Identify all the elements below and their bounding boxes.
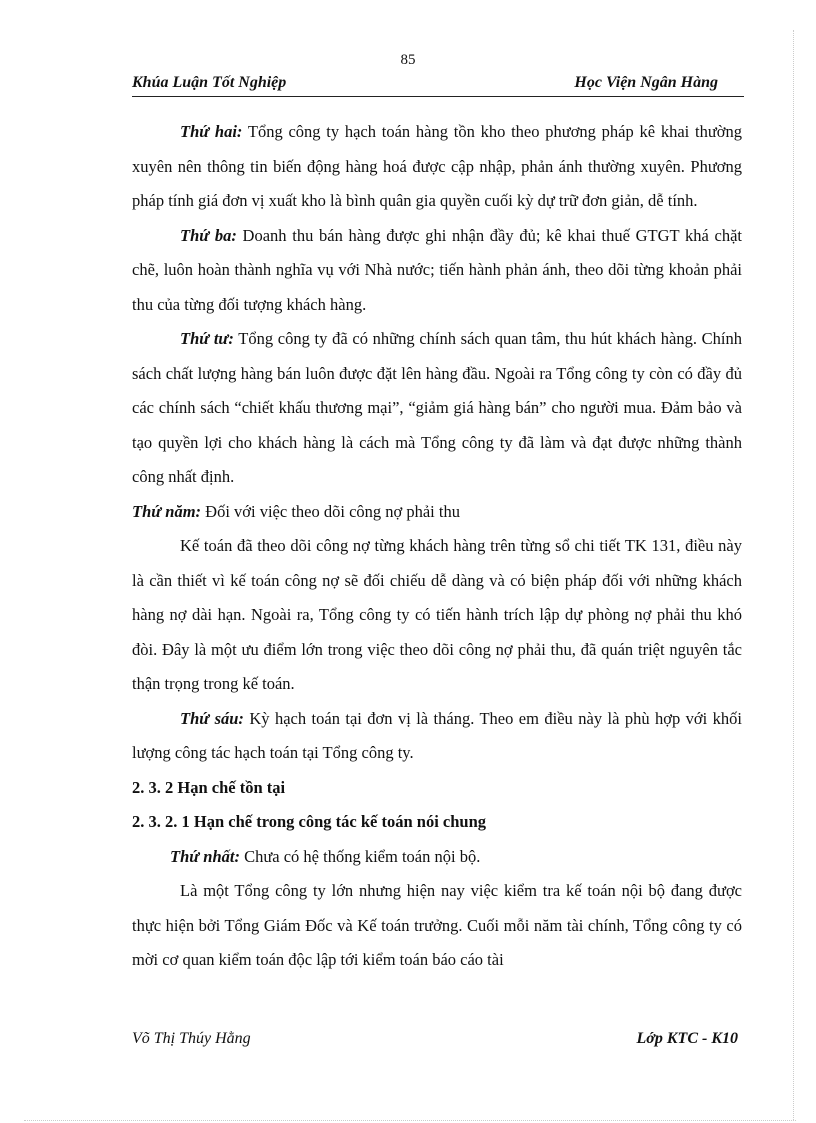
footer-class: Lớp KTC - K10 (636, 1030, 738, 1047)
page-number: 85 (400, 52, 416, 68)
paragraph-receivables: Kế toán đã theo dõi công nợ từng khách hàng trên từng sổ chi tiết TK 131, điều này là cần thiết vì kế toán công nợ sẽ đối chiếu dễ dàng và có biện pháp đối với những khách hàng nợ dài hạn. Ngoài ra, Tổng công ty có tiến hành trích lập dự phòng nợ phải thu khó đòi. Đây là một ưu điểm lớn trong việc theo dõi công nợ phải thu, đã quán triệt nguyên tắc thận trọng trong kế toán. (132, 536, 742, 693)
paragraph-text: Doanh thu bán hàng được ghi nhận đầy đủ; kê khai thuế GTGT khá chặt chẽ, luôn hoàn thành nghĩa vụ với Nhà nước; tiến hành phản ánh, theo dõi từng khoản phải thu của từng đối tượng khách hàng. (132, 225, 742, 314)
paragraph-first-limitation (132, 840, 742, 875)
paragraph-lead: Thứ nhất: (170, 846, 240, 866)
page-header (132, 72, 744, 97)
page-border-bottom (24, 1120, 796, 1121)
paragraph-sixth (132, 702, 742, 771)
paragraph-second (132, 115, 742, 219)
page-border-right (793, 30, 794, 1120)
paragraph-lead: Thứ ba: (180, 225, 237, 245)
paragraph-text: Tổng công ty đã có những chính sách quan tâm, thu hút khách hàng. Chính sách chất lượng hàng bán luôn được đặt lên hàng đầu. Ngoài ra Tổng công ty còn có đầy đủ các chính sách “chiết khấu thương mại”, “giảm giá hàng bán” cho người mua. Đảm bảo và tạo quyền lợi cho khách hàng là cách mà Tổng công ty đã làm và đạt được những thành công nhất định. (132, 329, 742, 486)
header-thesis-title: Khúa Luận Tốt Nghiệp (132, 74, 287, 91)
paragraph-text: Tổng công ty hạch toán hàng tồn kho theo phương pháp kê khai thường xuyên nên thông tin biến động hàng hoá được cập nhập, phản ánh thường xuyên. Phương pháp tính giá đơn vị xuất kho là bình quân gia quyền cuối kỳ dự trữ đơn giản, dễ tính. (132, 122, 742, 210)
paragraph-lead: Thứ năm: (132, 501, 202, 521)
document-body (132, 115, 742, 978)
paragraph-lead: Thứ hai: (180, 122, 243, 141)
paragraph-internal-audit: Là một Tổng công ty lớn nhưng hiện nay việc kiểm tra kế toán nội bộ đang được thực hiện bởi Tổng Giám Đốc và Kế toán trưởng. Cuối mỗi năm tài chính, Tổng công ty có mời cơ quan kiểm toán độc lập tới kiểm toán báo cáo tài (132, 881, 742, 969)
paragraph-fifth (132, 495, 742, 530)
header-institution: Học Viện Ngân Hàng (574, 74, 718, 91)
paragraph-lead: Thứ sáu: (180, 708, 244, 728)
footer-author: Võ Thị Thúy Hằng (132, 1030, 251, 1047)
section-heading: 2. 3. 2 Hạn chế tồn tại (132, 777, 286, 797)
paragraph-lead: Thứ tư: (180, 329, 234, 348)
subsection-heading: 2. 3. 2. 1 Hạn chế trong công tác kế toán nói chung (132, 812, 487, 831)
paragraph-third (132, 219, 742, 323)
paragraph-text: Chưa có hệ thống kiểm toán nội bộ. (239, 846, 481, 866)
paragraph-fourth (132, 322, 742, 495)
paragraph-text: Đối với việc theo dõi công nợ phải thu (201, 501, 460, 521)
paragraph-text: Kỳ hạch toán tại đơn vị là tháng. Theo em điều này là phù hợp với khối lượng công tác hạch toán tại Tổng công ty. (132, 708, 743, 762)
